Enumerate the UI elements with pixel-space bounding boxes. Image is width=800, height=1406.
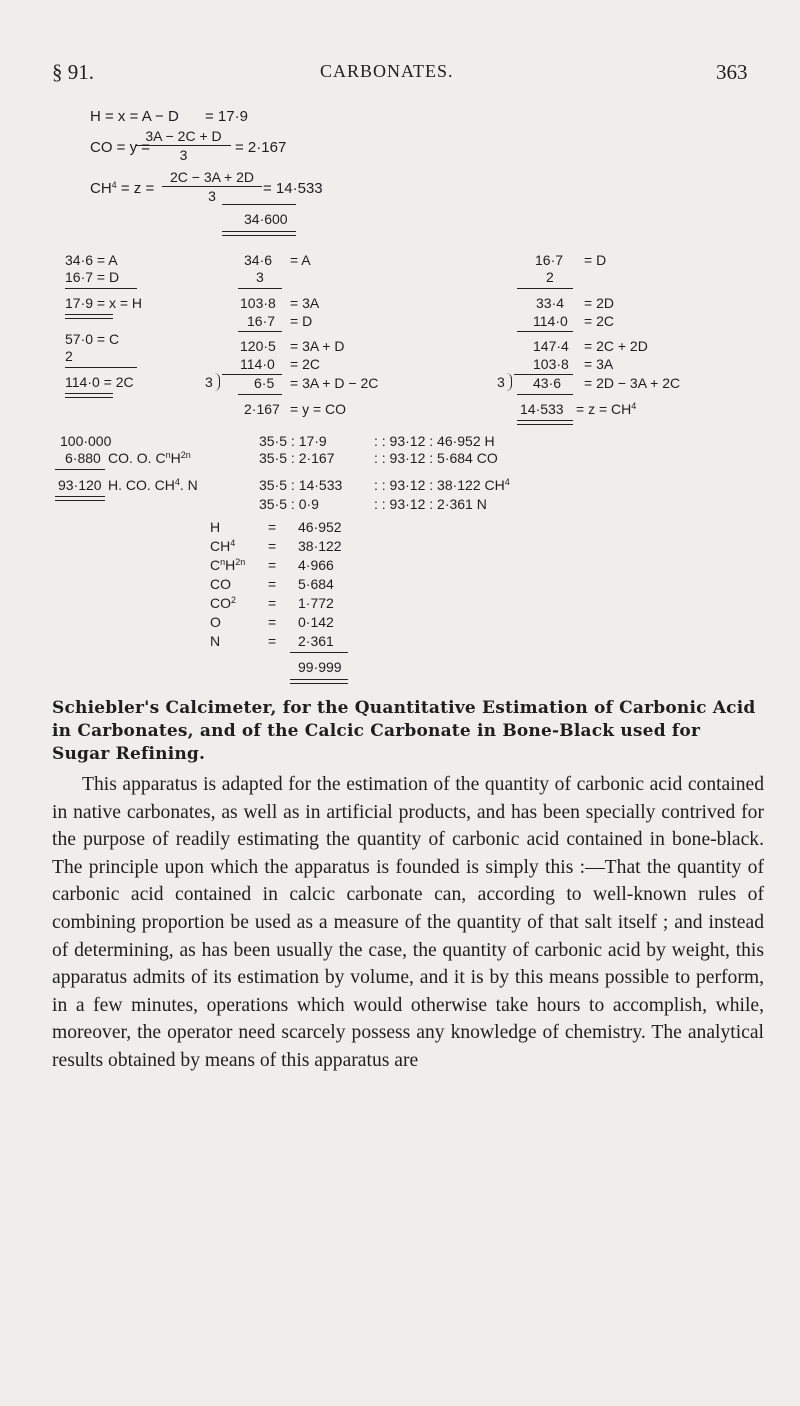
result-value: 38·122 [298,538,342,554]
calc-left-double-rule-1 [65,314,113,319]
calc-right-double-rule [517,420,573,425]
result-label-text: C [210,557,221,573]
result-label-sup: 4 [230,538,236,548]
result-label-sup: n [220,557,226,567]
result-label [210,537,235,555]
result-equals: = [268,519,277,535]
equation-co-numerator: 3A − 2C + D [145,128,222,144]
result-label: CO [210,576,231,592]
calc-left-d: 16·7 = D [65,269,120,285]
calc-mid-3a-d-result: = 3A + D [290,338,345,354]
calc-right-division-bracket [506,373,512,391]
calc-mid-3a-value: 103·8 [240,295,276,311]
results-sum-rule [290,652,348,653]
calc-right-2d-value: 33·4 [536,295,565,311]
equation-ch4-numerator: 2C − 3A + 2D [169,169,255,185]
calc-right-2c-2d-result: = 2C + 2D [584,338,648,354]
proportion-4-right: : : 93·12 : 2·361 N [374,496,487,512]
calc-left-a: 34·6 = A [65,252,118,268]
proportion-3-left: 35·5 : 14·533 [259,477,343,493]
result-label-sup: 2 [231,595,237,605]
page-number: 363 [716,60,748,84]
analysis-label-co [108,449,191,467]
calc-right-d-result: = D [584,252,607,268]
calc-left-c: 57·0 = C [65,331,120,347]
result-label: H [210,519,221,535]
result-value: 1·772 [298,595,334,611]
result-label: O [210,614,221,630]
calc-left-rule-2 [65,367,137,368]
calc-mid-rule-1 [238,288,282,289]
results-total-double-rule [290,679,348,684]
proportion-3-sup: 4 [504,477,510,487]
calc-mid-3a-result: = 3A [290,295,320,311]
equations-total-double-rule [222,231,296,236]
body-paragraph: This apparatus is adapted for the estimation of the quantity of carbonic acid contained in native carbonates, as well as in artificial products, and has been specially contrived for the purpose of readily estimating the quantity of carbonic acid contained in bone-black. The principle upon which the apparatus is founded is simply this :—That the quantity of carbonic acid contained in calcic carbonate can, according to well-known rules of combining proportion be used as a measure of the quantity of that salt itself ; and instead of determining, as has been usually the case, the quantity of carbonic acid by weight, this apparatus admits of its estimation by volume, and it is by this means possible to perform, in a few minutes, operations which would otherwise take hours to accomplish, while, moreover, the operator need scarcely possess any knowledge of chemistry. The analytical results obtained by means of this apparatus are [52,774,764,1071]
calc-mid-rule-4 [238,394,282,395]
calc-right-remainder-value: 43·6 [533,375,562,391]
calc-right-rule-1 [517,288,573,289]
result-equals: = [268,614,277,630]
calc-mid-remainder-result: = 3A + D − 2C [290,375,379,391]
calc-left-multiplier: 2 [65,348,73,364]
calc-right-rule-2 [517,331,573,332]
analysis-co-sup2: 2n [180,450,191,460]
result-equals: = [268,557,277,573]
equation-ch4-value: = 14·533 [263,180,323,197]
result-equals: = [268,576,277,592]
calc-left-x: 17·9 = x = H [65,295,143,311]
result-label: N [210,633,221,649]
equations-sum-rule [222,204,296,205]
calc-mid-2c-value: 114·0 [240,356,275,372]
ch4-lhs-tail: = z = [116,180,155,197]
calc-right-2c-result: = 2C [584,313,614,329]
result-label [210,594,236,612]
analysis-co-sup1: n [165,450,171,460]
calc-mid-a-result: = A [290,252,311,268]
analysis-h-tail: . N [179,477,198,493]
analysis-h-text: H. CO. CH [108,477,175,493]
proportion-2-right: : : 93·12 : 5·684 CO [374,450,498,466]
calc-right-divisor: 3 [497,374,505,390]
equation-co-value: = 2·167 [235,139,287,156]
calc-right-z-text: = z = CH [576,401,632,417]
result-value: 2·361 [298,633,334,649]
calc-right-3a-value: 103·8 [533,356,569,372]
calc-mid-remainder-value: 6·5 [254,375,275,391]
result-label [210,556,245,574]
equation-ch4-denominator: 3 [208,188,216,204]
calc-mid-d-result: = D [290,313,313,329]
result-value: 46·952 [298,519,342,535]
running-title: CARBONATES. [320,61,454,81]
calc-mid-rule-2 [238,331,282,332]
result-label-text: CO [210,595,231,611]
calc-right-3a-result: = 3A [584,356,614,372]
equation-hydrogen: H = x = A − D [90,108,179,125]
equation-ch4-lhs [90,180,154,198]
analysis-h-sup: 4 [174,477,180,487]
proportion-3-right [374,476,510,494]
analysis-co-mid: H [170,450,181,466]
results-total: 99·999 [298,659,342,675]
calc-left-rule-1 [65,288,137,289]
equation-hydrogen-value: = 17·9 [205,108,248,125]
proportion-2-left: 35·5 : 2·167 [259,450,335,466]
calc-mid-division-bracket [214,373,220,391]
calc-right-remainder-result: = 2D − 3A + 2C [584,375,681,391]
calc-left-double-rule-2 [65,393,113,398]
calc-left-2c: 114·0 = 2C [65,374,134,390]
proportion-1-left: 35·5 : 17·9 [259,433,327,449]
analysis-rule [55,469,105,470]
equation-co-lhs: CO = y = [90,139,151,156]
analysis-remainder: 93·120 [58,477,102,493]
calc-mid-y-value: 2·167 [244,401,280,417]
calc-right-z-sup: 4 [631,401,637,411]
analysis-co-text: CO. O. C [108,450,166,466]
result-equals: = [268,595,277,611]
calc-right-2c-value: 114·0 [533,313,568,329]
calc-mid-divisor: 3 [205,374,213,390]
result-value: 4·966 [298,557,334,573]
calc-right-z-value: 14·533 [520,401,564,417]
result-equals: = [268,633,277,649]
calc-mid-y-result: = y = CO [290,401,347,417]
equations-total: 34·600 [244,211,288,227]
result-label-mid: H [225,557,236,573]
section-number: § 91. [52,60,94,84]
equation-co-denominator: 3 [179,147,188,163]
proportion-1-right: : : 93·12 : 46·952 H [374,433,495,449]
result-value: 0·142 [298,614,334,630]
analysis-double-rule [55,496,105,501]
ch4-subscript: 4 [111,180,117,190]
calc-right-rule-4 [517,394,573,395]
ch4-symbol: CH [90,180,112,197]
calc-mid-3a-d-value: 120·5 [240,338,276,354]
calc-right-z-result [576,400,636,418]
section-heading: Schiebler's Calcimeter, for the Quantitative Estimation of Carbonic Acid in Carbonates, and of the Calcic Carbonate in Bone-Black used for Sugar Refining. [52,698,756,764]
result-value: 5·684 [298,576,334,592]
result-equals: = [268,538,277,554]
proportion-3-text: : : 93·12 : 38·122 CH [374,477,505,493]
calc-right-d-denominator: 2 [546,269,554,285]
calc-right-2d-result: = 2D [584,295,614,311]
analysis-value-co: 6·880 [65,450,101,466]
proportion-4-left: 35·5 : 0·9 [259,496,319,512]
analysis-label-h [108,476,198,494]
calc-right-2c-2d-value: 147·4 [533,338,569,354]
result-label-sup2: 2n [235,557,246,567]
result-label-text: CH [210,538,231,554]
calc-mid-d-value: 16·7 [247,313,276,329]
analysis-total: 100·000 [60,433,112,449]
calc-right-d-value: 16·7 [535,252,564,268]
calc-mid-a-denominator: 3 [256,269,264,285]
calc-mid-2c-result: = 2C [290,356,320,372]
calc-mid-a-value: 34·6 [244,252,273,268]
